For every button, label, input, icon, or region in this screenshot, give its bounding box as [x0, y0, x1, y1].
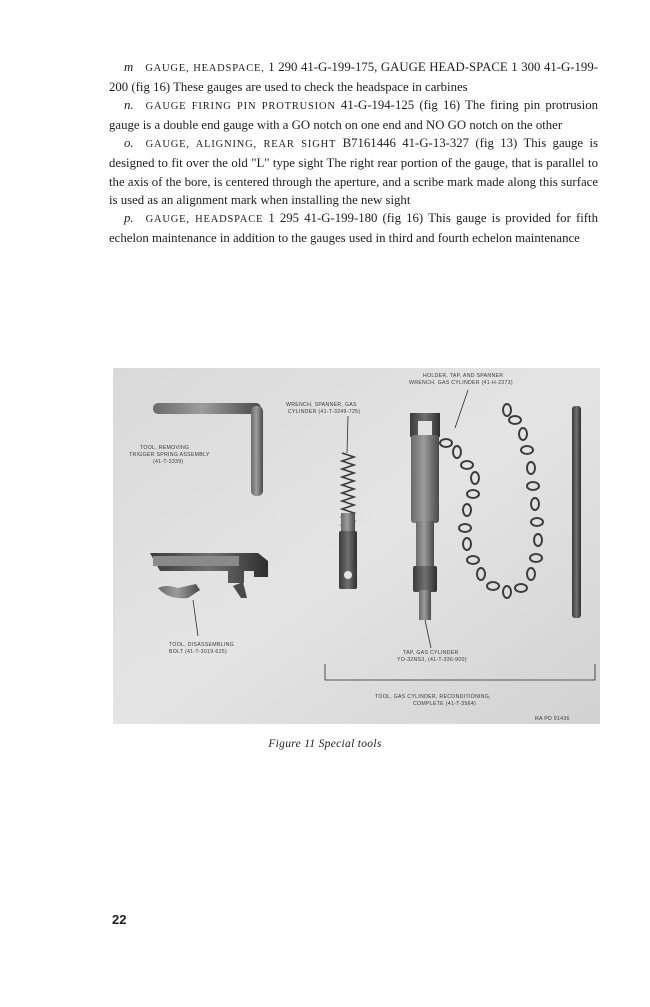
tap-holder [410, 413, 440, 620]
label-tap-1: TAP, GAS CYLINDER [403, 650, 459, 656]
paragraph-letter: o. [124, 136, 134, 151]
paragraph-text: 1 290 41-G-199-175, GAUGE HEAD-SPACE 1 300 41-G-199-200 (fig 16) These gauges are used to check the headspace in carbines [109, 60, 598, 95]
label-kit-1: TOOL, GAS CYLINDER, RECONDITIONING, [375, 694, 491, 700]
label-holder-1: HOLDER, TAP, AND SPANNER [423, 373, 504, 379]
label-kit-2: COMPLETE (41-T-3564) [413, 701, 477, 707]
paragraph-text: B7161446 41-G-13-327 (fig 13) This gauge is designed to fit over the old "L" type sight The right rear portion of the gauge, that is parallel to the axis of the bore, is centered through the aperture, and a scribe mark made along this surface is used as an alignment mark when installing the new sight [109, 136, 598, 207]
label-removing-1: TOOL, REMOVING [140, 445, 190, 451]
label-tap-2: YO-32NS3, (41-T-336-900) [397, 657, 467, 663]
paragraph-letter: p. [124, 210, 134, 225]
special-tools-photo [113, 368, 600, 724]
label-wrench-1: WRENCH, SPANNER, GAS [286, 402, 357, 408]
figure-photo [113, 368, 600, 724]
paragraph-title: GAUGE, HEADSPACE, [145, 63, 265, 74]
paragraph-o [109, 134, 598, 208]
label-ref: RA PD 91436 [535, 716, 570, 722]
paragraph-p [109, 209, 598, 247]
body-text [109, 58, 598, 247]
paragraph-text: 1 295 41-G-199-180 (fig 16) This gauge is provided for fifth echelon maintenance in addition to the gauges used in third and fourth echelon maintenance [109, 210, 598, 245]
label-holder-2: WRENCH, GAS CYLINDER (41-H-2373) [409, 380, 513, 386]
paragraph-title: GAUGE FIRING PIN PROTRUSION [145, 101, 336, 113]
label-wrench-2: CYLINDER (41-T-3249-725) [288, 409, 361, 415]
paragraph-letter: m [124, 60, 134, 74]
page-number: 22 [112, 912, 127, 927]
label-removing-3: (41-T-3339) [153, 459, 184, 465]
paragraph-n [109, 96, 598, 134]
paragraph-m [109, 58, 598, 96]
long-rod [572, 406, 581, 618]
label-disassembling-2: BOLT (41-T-3019-625) [169, 649, 227, 655]
paragraph-title: GAUGE, HEADSPACE [145, 213, 264, 225]
figure-caption: Figure 11 Special tools [268, 738, 382, 750]
paragraph-title: GAUGE, ALIGNING, REAR SIGHT [145, 139, 337, 151]
label-removing-2: TRIGGER SPRING ASSEMBLY [129, 452, 210, 458]
paragraph-letter: n. [124, 98, 134, 113]
label-disassembling-1: TOOL, DISASSEMBLING [169, 642, 234, 648]
paragraph-text: 41-G-194-125 (fig 16) The firing pin protrusion gauge is a double end gauge with a GO notch on one end and NO GO notch on the other [109, 98, 598, 133]
